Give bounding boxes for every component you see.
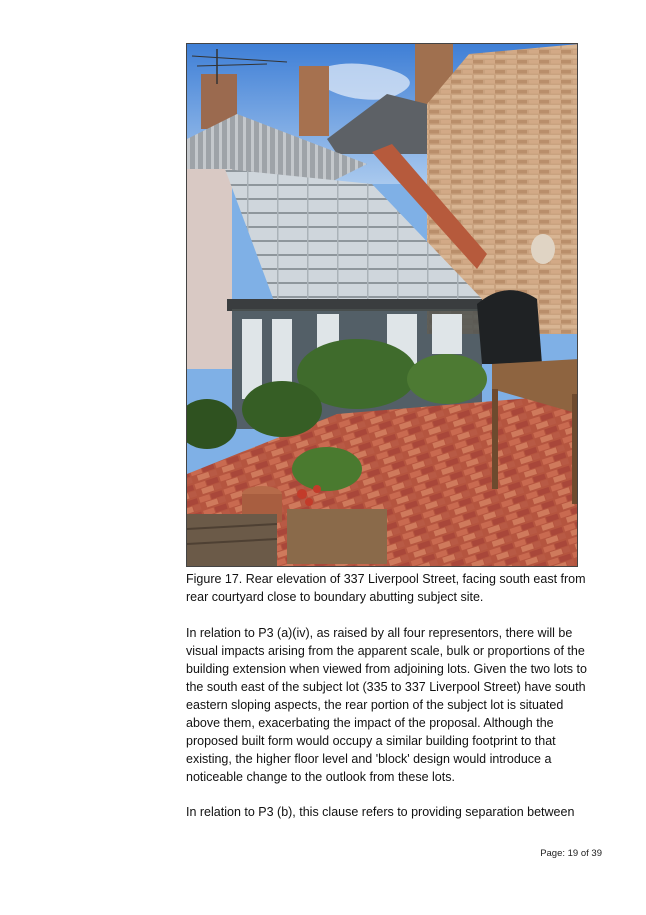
body-paragraph: In relation to P3 (a)(iv), as raised by all four representors, there will be visual impacts arising from the apparent scale, bulk or proportions of the building extension when viewed from adjoining lots. Given the two lots to the south east of the subject lot (335 to 337 Liverpool Street) have south eastern sloping aspects, the rear portion of the subject lot is situated above them, exacerbating the impact of the proposal. Although the proposed built form would occupy a similar building footprint to that existing, the higher floor level and 'block' design would introduce a noticeable change to the outlook from these lots. [186,626,587,784]
courtyard-photo-illustration [187,44,578,567]
page-number: Page: 19 of 39 [540,848,602,859]
figure-photo [186,43,578,567]
figure-caption: Figure 17. Rear elevation of 337 Liverpool Street, facing south east from rear courtyard close to boundary abutting subject site. [186,572,586,604]
body-paragraph: In relation to P3 (b), this clause refers to providing separation between [186,805,575,819]
